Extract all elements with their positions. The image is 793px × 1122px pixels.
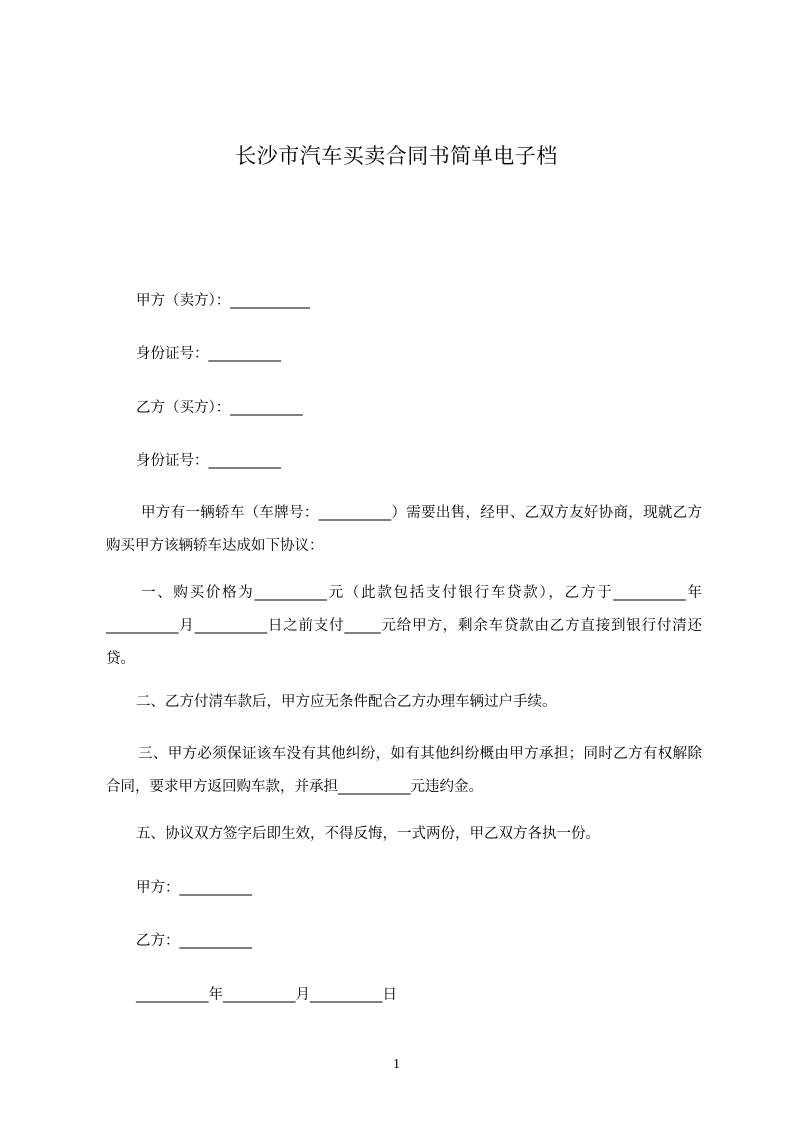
clause-1-paragraph: 一、购买价格为__________元（此款包括支付银行车贷款），乙方于__________年__________月__________日之前支付_____元给甲方，剩余车贷款由乙方直接到银行付清还贷。 xyxy=(106,585,702,667)
signature-party-b: 乙方：__________ xyxy=(136,933,252,949)
clause-5-paragraph: 五、协议双方签字后即生效，不得反悔，一式两份，甲乙双方各执一份。 xyxy=(136,826,600,842)
signature-party-a: 甲方：__________ xyxy=(136,880,252,896)
signature-date: __________年__________月__________日 xyxy=(136,987,397,1003)
buyer-id-line: 身份证号：__________ xyxy=(136,453,281,469)
intro-paragraph: 甲方有一辆轿车（车牌号：__________）需要出售，经甲、乙双方友好协商，现就乙方购买甲方该辆轿车达成如下协议： xyxy=(106,505,702,554)
clause-2-paragraph: 二、乙方付清车款后，甲方应无条件配合乙方办理车辆过户手续。 xyxy=(136,694,557,710)
seller-id-line: 身份证号：__________ xyxy=(136,346,281,362)
page-number: 1 xyxy=(393,1057,400,1072)
buyer-line: 乙方（买方）：__________ xyxy=(136,400,303,416)
seller-line: 甲方（卖方）：___________ xyxy=(136,293,310,309)
clause-3-paragraph: 三、甲方必须保证该车没有其他纠纷，如有其他纠纷概由甲方承担；同时乙方有权解除合同，要求甲方返回购车款，并承担__________元违约金。 xyxy=(106,746,702,795)
document-title: 长沙市汽车买卖合同书简单电子档 xyxy=(235,144,558,168)
